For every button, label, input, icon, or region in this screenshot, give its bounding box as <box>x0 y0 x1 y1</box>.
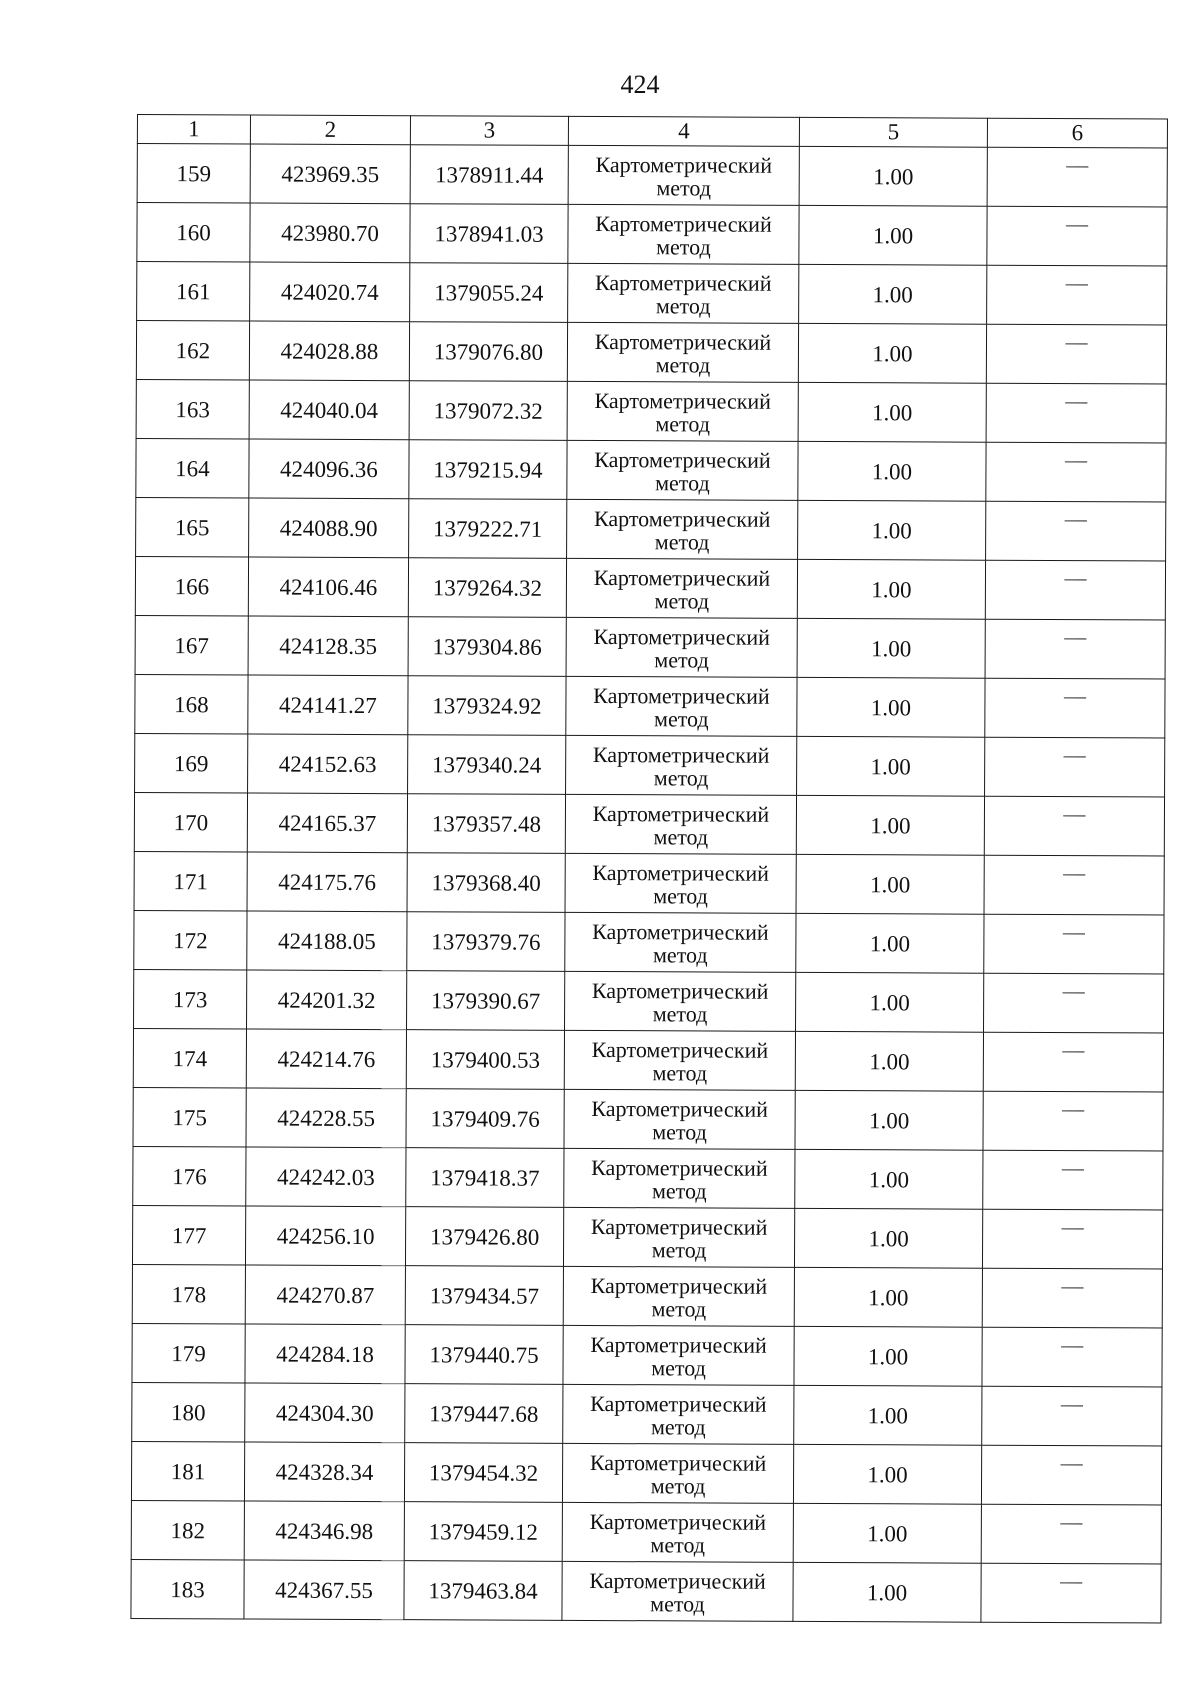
point-number-cell: 169 <box>135 733 248 792</box>
method-cell <box>562 1443 793 1503</box>
method-line-1: Картометрический <box>594 446 771 473</box>
y-coordinate-cell: 1379055.24 <box>410 263 568 323</box>
point-number-cell: 174 <box>133 1028 246 1087</box>
x-coordinate-cell: 424106.46 <box>248 557 408 617</box>
y-coordinate-cell: 1379072.32 <box>409 381 567 441</box>
method-line-2: метод <box>652 1060 708 1086</box>
x-coordinate-cell: 424304.30 <box>245 1383 405 1443</box>
x-coordinate-cell: 424346.98 <box>244 1501 404 1561</box>
point-number-cell: 167 <box>135 615 248 674</box>
accuracy-cell: 1.00 <box>797 736 985 796</box>
x-coordinate-cell: 424201.32 <box>247 970 407 1030</box>
method-line-2: метод <box>654 647 709 673</box>
point-number-cell: 165 <box>136 497 249 556</box>
x-coordinate-cell: 424256.10 <box>245 1206 405 1266</box>
method-line-1: Картометрический <box>589 1567 766 1594</box>
point-number-cell: 163 <box>136 379 249 438</box>
method-cell <box>568 204 799 264</box>
table-row <box>132 1382 1162 1445</box>
accuracy-cell: 1.00 <box>794 1326 982 1386</box>
point-number-cell: 178 <box>132 1264 245 1323</box>
method-line-1: Картометрический <box>594 387 772 414</box>
accuracy-cell: 1.00 <box>794 1385 982 1445</box>
y-coordinate-cell: 1379324.92 <box>408 676 566 736</box>
y-coordinate-cell: 1379463.84 <box>404 1561 562 1621</box>
accuracy-cell: 1.00 <box>793 1503 981 1563</box>
method-cell <box>562 1502 793 1562</box>
table-row <box>133 1146 1163 1209</box>
method-line-1: Картометрический <box>593 682 770 709</box>
note-cell: — <box>985 678 1165 738</box>
note-cell: — <box>986 501 1166 561</box>
x-coordinate-cell: 424165.37 <box>247 793 407 853</box>
note-cell: — <box>985 737 1165 797</box>
accuracy-cell: 1.00 <box>796 913 984 973</box>
method-cell <box>564 1089 795 1149</box>
note-cell: — <box>986 442 1166 502</box>
method-line-2: метод <box>654 588 710 614</box>
method-line-1: Картометрический <box>593 564 771 591</box>
x-coordinate-cell: 424028.88 <box>249 321 409 381</box>
table-row <box>135 556 1165 619</box>
note-cell: — <box>981 1563 1161 1623</box>
note-cell: — <box>984 914 1164 974</box>
y-coordinate-cell: 1379418.37 <box>406 1148 564 1208</box>
point-number-cell: 180 <box>132 1382 245 1441</box>
method-line-1: Картометрический <box>589 1508 767 1535</box>
table-row <box>131 1500 1161 1563</box>
y-coordinate-cell: 1379222.71 <box>409 499 567 559</box>
x-coordinate-cell: 424228.55 <box>246 1088 406 1148</box>
y-coordinate-cell: 1378911.44 <box>410 145 568 205</box>
y-coordinate-cell: 1379400.53 <box>406 1030 564 1090</box>
x-coordinate-cell: 424242.03 <box>246 1147 406 1207</box>
x-coordinate-cell: 424214.76 <box>246 1029 406 1089</box>
x-coordinate-cell: 424096.36 <box>249 439 409 499</box>
header-col-5: 5 <box>799 117 987 147</box>
table-row <box>135 674 1165 737</box>
table-row <box>136 438 1166 501</box>
point-number-cell: 168 <box>135 674 248 733</box>
table-row <box>135 615 1165 678</box>
accuracy-cell: 1.00 <box>796 795 984 855</box>
header-col-6: 6 <box>987 118 1167 148</box>
note-cell: — <box>985 619 1165 679</box>
accuracy-cell: 1.00 <box>793 1562 981 1622</box>
table-row <box>132 1264 1162 1327</box>
accuracy-cell: 1.00 <box>795 1149 983 1209</box>
x-coordinate-cell: 423969.35 <box>250 144 410 204</box>
table-row <box>136 321 1166 384</box>
point-number-cell: 170 <box>134 792 247 851</box>
y-coordinate-cell: 1379379.76 <box>407 912 565 972</box>
x-coordinate-cell: 424270.87 <box>245 1265 405 1325</box>
x-coordinate-cell: 424152.63 <box>248 734 408 794</box>
method-line-2: метод <box>656 175 712 201</box>
method-line-2: метод <box>654 529 710 555</box>
method-line-1: Картометрический <box>594 270 772 296</box>
table-row <box>131 1441 1161 1504</box>
method-line-2: метод <box>652 942 708 968</box>
method-line-2: метод <box>651 1355 706 1381</box>
y-coordinate-cell: 1378941.03 <box>410 204 568 264</box>
y-coordinate-cell: 1379454.32 <box>404 1443 562 1503</box>
method-line-1: Картометрический <box>592 741 770 768</box>
x-coordinate-cell: 424188.05 <box>247 911 407 971</box>
x-coordinate-cell: 424328.34 <box>244 1442 404 1502</box>
point-number-cell: 172 <box>134 910 247 969</box>
table-row <box>133 1087 1163 1150</box>
point-number-cell: 177 <box>132 1205 245 1264</box>
accuracy-cell: 1.00 <box>794 1267 982 1327</box>
accuracy-cell: 1.00 <box>797 559 985 619</box>
method-line-1: Картометрический <box>590 1390 767 1417</box>
method-line-1: Картометрический <box>589 1449 767 1476</box>
method-line-1: Картометрический <box>592 800 770 827</box>
x-coordinate-cell: 424040.04 <box>249 380 409 440</box>
coordinates-table <box>130 114 1168 1623</box>
table-row <box>136 497 1166 560</box>
x-coordinate-cell: 423980.70 <box>250 203 410 263</box>
point-number-cell: 175 <box>133 1087 246 1146</box>
accuracy-cell: 1.00 <box>796 854 984 914</box>
method-line-2: метод <box>651 1296 707 1322</box>
method-line-1: Картометрический <box>591 977 769 1004</box>
point-number-cell: 161 <box>137 262 250 321</box>
accuracy-cell: 1.00 <box>796 972 984 1032</box>
method-line-2: метод <box>650 1591 705 1617</box>
method-cell <box>564 1030 795 1090</box>
note-cell: — <box>987 147 1167 207</box>
accuracy-cell: 1.00 <box>794 1208 982 1268</box>
method-line-2: метод <box>650 1532 706 1558</box>
y-coordinate-cell: 1379357.48 <box>407 794 565 854</box>
y-coordinate-cell: 1379340.24 <box>408 735 566 795</box>
method-cell <box>566 617 797 677</box>
note-cell: — <box>981 1504 1161 1564</box>
accuracy-cell: 1.00 <box>799 264 987 324</box>
note-cell: — <box>984 796 1164 856</box>
accuracy-cell: 1.00 <box>793 1444 981 1504</box>
accuracy-cell: 1.00 <box>797 677 985 737</box>
method-line-2: метод <box>656 234 711 260</box>
note-cell: — <box>982 1209 1162 1269</box>
accuracy-cell: 1.00 <box>798 382 986 442</box>
table-row <box>133 1028 1163 1091</box>
table-row <box>131 1559 1161 1622</box>
header-col-2: 2 <box>250 115 410 145</box>
page-number: 424 <box>620 70 660 99</box>
header-row <box>137 115 1167 148</box>
method-cell <box>565 971 796 1031</box>
point-number-cell: 179 <box>132 1323 245 1382</box>
header-col-1: 1 <box>137 115 250 144</box>
point-number-cell: 182 <box>131 1500 244 1559</box>
method-cell <box>566 676 797 736</box>
x-coordinate-cell: 424088.90 <box>249 498 409 558</box>
accuracy-cell: 1.00 <box>799 205 987 265</box>
accuracy-cell: 1.00 <box>798 323 986 383</box>
accuracy-cell: 1.00 <box>798 441 986 501</box>
y-coordinate-cell: 1379409.76 <box>406 1089 564 1149</box>
accuracy-cell: 1.00 <box>795 1031 983 1091</box>
method-line-2: метод <box>652 1001 708 1027</box>
point-number-cell: 171 <box>134 851 247 910</box>
table-row <box>132 1323 1162 1386</box>
method-cell <box>564 1148 795 1208</box>
point-number-cell: 160 <box>137 203 250 262</box>
note-cell: — <box>987 265 1167 325</box>
method-line-1: Картометрический <box>593 623 771 650</box>
method-line-1: Картометрический <box>591 1154 768 1181</box>
x-coordinate-cell: 424128.35 <box>248 616 408 676</box>
method-line-2: метод <box>655 293 711 319</box>
table-row <box>136 379 1166 442</box>
accuracy-cell: 1.00 <box>799 146 987 206</box>
note-cell: — <box>984 973 1164 1033</box>
y-coordinate-cell: 1379215.94 <box>409 440 567 500</box>
table-row <box>134 910 1164 973</box>
method-line-1: Картометрический <box>592 918 769 945</box>
accuracy-cell: 1.00 <box>797 618 985 678</box>
method-line-1: Картометрический <box>590 1272 768 1299</box>
method-line-1: Картометрический <box>594 328 772 355</box>
note-cell: — <box>983 1150 1163 1210</box>
method-line-2: метод <box>653 883 708 909</box>
method-line-2: метод <box>653 765 709 791</box>
method-cell <box>563 1325 794 1385</box>
point-number-cell: 181 <box>131 1441 244 1500</box>
method-line-1: Картометрический <box>595 211 772 237</box>
method-cell <box>567 440 798 500</box>
method-cell <box>563 1384 794 1444</box>
method-cell <box>567 499 798 559</box>
method-line-2: метод <box>651 1178 707 1204</box>
note-cell: — <box>986 324 1166 384</box>
y-coordinate-cell: 1379304.86 <box>408 617 566 677</box>
y-coordinate-cell: 1379076.80 <box>409 322 567 382</box>
note-cell: — <box>987 206 1167 266</box>
method-line-2: метод <box>652 1119 707 1145</box>
method-line-1: Картометрический <box>593 505 771 532</box>
table-body <box>131 144 1167 1623</box>
method-line-1: Картометрический <box>595 152 773 178</box>
x-coordinate-cell: 424284.18 <box>245 1324 405 1384</box>
note-cell: — <box>986 383 1166 443</box>
method-line-1: Картометрический <box>590 1331 767 1358</box>
method-cell <box>565 853 796 913</box>
method-line-2: метод <box>653 824 709 850</box>
method-cell <box>565 794 796 854</box>
header-col-3: 3 <box>410 116 568 146</box>
point-number-cell: 173 <box>134 969 247 1028</box>
note-cell: — <box>983 1091 1163 1151</box>
table-row <box>132 1205 1162 1268</box>
method-line-1: Картометрический <box>591 1095 768 1122</box>
note-cell: — <box>982 1327 1162 1387</box>
point-number-cell: 183 <box>131 1559 244 1618</box>
method-line-2: метод <box>651 1237 707 1263</box>
accuracy-cell: 1.00 <box>798 500 986 560</box>
method-line-2: метод <box>655 352 711 378</box>
table-row <box>137 203 1167 266</box>
method-cell <box>563 1207 794 1267</box>
y-coordinate-cell: 1379426.80 <box>405 1207 563 1267</box>
header-col-4: 4 <box>568 116 799 146</box>
y-coordinate-cell: 1379434.57 <box>405 1266 563 1326</box>
point-number-cell: 176 <box>133 1146 246 1205</box>
method-line-2: метод <box>650 1473 706 1499</box>
method-line-1: Картометрический <box>592 859 769 886</box>
y-coordinate-cell: 1379459.12 <box>404 1502 562 1562</box>
x-coordinate-cell: 424367.55 <box>244 1560 404 1620</box>
point-number-cell: 166 <box>135 556 248 615</box>
method-line-2: метод <box>650 1414 706 1440</box>
method-cell <box>567 322 798 382</box>
point-number-cell: 162 <box>136 321 249 380</box>
note-cell: — <box>982 1268 1162 1328</box>
y-coordinate-cell: 1379368.40 <box>407 853 565 913</box>
method-line-2: метод <box>654 706 709 732</box>
method-cell <box>566 558 797 618</box>
table-row <box>134 969 1164 1032</box>
x-coordinate-cell: 424020.74 <box>250 262 410 322</box>
point-number-cell: 159 <box>137 144 250 203</box>
note-cell: — <box>984 855 1164 915</box>
y-coordinate-cell: 1379440.75 <box>405 1325 563 1385</box>
table-row <box>137 262 1167 325</box>
y-coordinate-cell: 1379447.68 <box>405 1384 563 1444</box>
note-cell: — <box>983 1032 1163 1092</box>
note-cell: — <box>982 1386 1162 1446</box>
method-line-1: Картометрический <box>590 1213 768 1240</box>
method-cell <box>563 1266 794 1326</box>
note-cell: — <box>985 560 1165 620</box>
method-line-1: Картометрический <box>591 1036 769 1063</box>
method-cell <box>568 263 799 323</box>
point-number-cell: 164 <box>136 438 249 497</box>
method-cell <box>566 735 797 795</box>
method-cell <box>565 912 796 972</box>
method-cell <box>562 1561 793 1621</box>
x-coordinate-cell: 424141.27 <box>248 675 408 735</box>
table-row <box>134 792 1164 855</box>
method-cell <box>567 381 798 441</box>
y-coordinate-cell: 1379264.32 <box>408 558 566 618</box>
table-row <box>135 733 1165 796</box>
accuracy-cell: 1.00 <box>795 1090 983 1150</box>
y-coordinate-cell: 1379390.67 <box>407 971 565 1031</box>
method-line-2: метод <box>655 411 710 437</box>
table-header <box>137 115 1167 148</box>
note-cell: — <box>981 1445 1161 1505</box>
method-cell <box>568 145 799 205</box>
x-coordinate-cell: 424175.76 <box>247 852 407 912</box>
table-row <box>137 144 1167 207</box>
table-row <box>134 851 1164 914</box>
method-line-2: метод <box>655 470 710 496</box>
